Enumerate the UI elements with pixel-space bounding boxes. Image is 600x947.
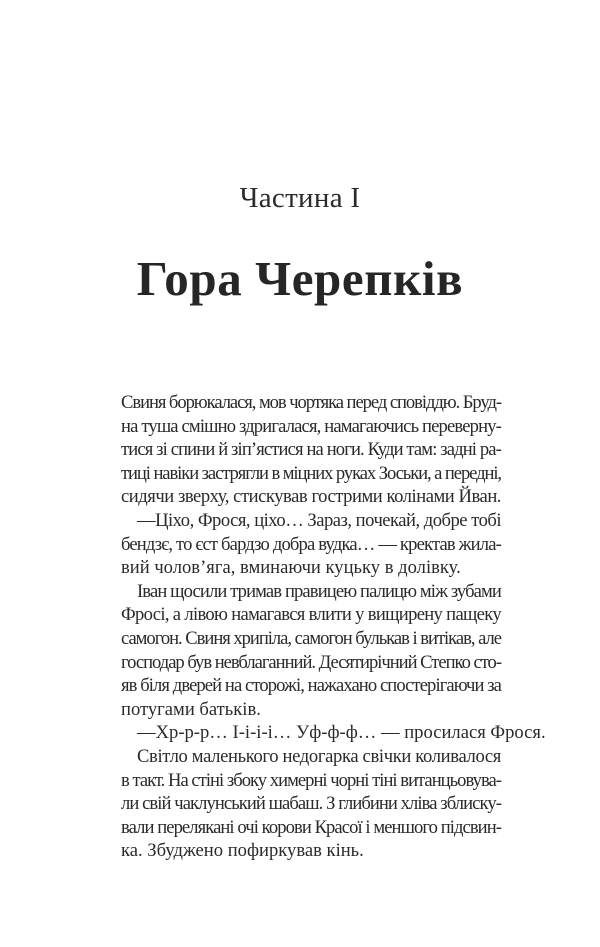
text-line: Фросі, а лівою намагався влити у вищирену пащеку [121,604,501,626]
text-line: Світло маленького недогарка свічки коливалося [137,745,501,767]
text-line: ли свій чаклунський шабаш. З глибини хліва зблиску- [121,793,501,815]
text-line: тися зі спини й зіп’ястися на ноги. Куди там: задні ра- [121,439,501,461]
text-line: ка. Збуджено пофиркував кінь. [121,840,364,862]
text-line: —Хр-р-р… І-і-і-і… Уф-ф-ф… — просилася Фрося. [137,722,546,744]
text-line: потугами батьків. [121,698,261,720]
part-label: Частина I [239,182,361,214]
text-line: господар був невблаганний. Десятирічний Степко сто- [121,651,501,673]
text-line: вали перелякані очі корови Красої і меншого підсвин- [121,816,501,838]
text-line: тиці навіки застрягли в міцних руках Зоськи, а передні, [121,462,501,484]
text-line: самогон. Свиня хрипіла, самогон булькав і витікав, але [121,627,501,649]
body-text [121,391,546,863]
text-line: Свиня борюкалася, мов чортяка перед сповіддю. Бруд- [121,392,501,413]
text-line: —Ціхо, Фрося, ціхо… Зараз, почекай, добре тобі [137,509,501,531]
text-line: бендзє, то єст бардзо добра вудка… — кректав жила- [121,533,501,555]
text-line: на туша смішно здригалася, намагаючись переверну- [121,415,501,437]
text-line: яв біля дверей на сторожі, нажахано спостерігаючи за [121,675,501,697]
text-line: в такт. На стіні збоку химерні чорні тіні витанцьовува- [121,769,501,791]
text-line: сидячи зверху, стискував гострими колінами Йван. [121,486,501,508]
chapter-title: Гора Черепків [136,251,464,306]
text-line: вий чолов’яга, вминаючи куцьку в долівку. [121,557,461,579]
text-line: Іван щосили тримав правицею палицю між зубами [137,580,501,602]
